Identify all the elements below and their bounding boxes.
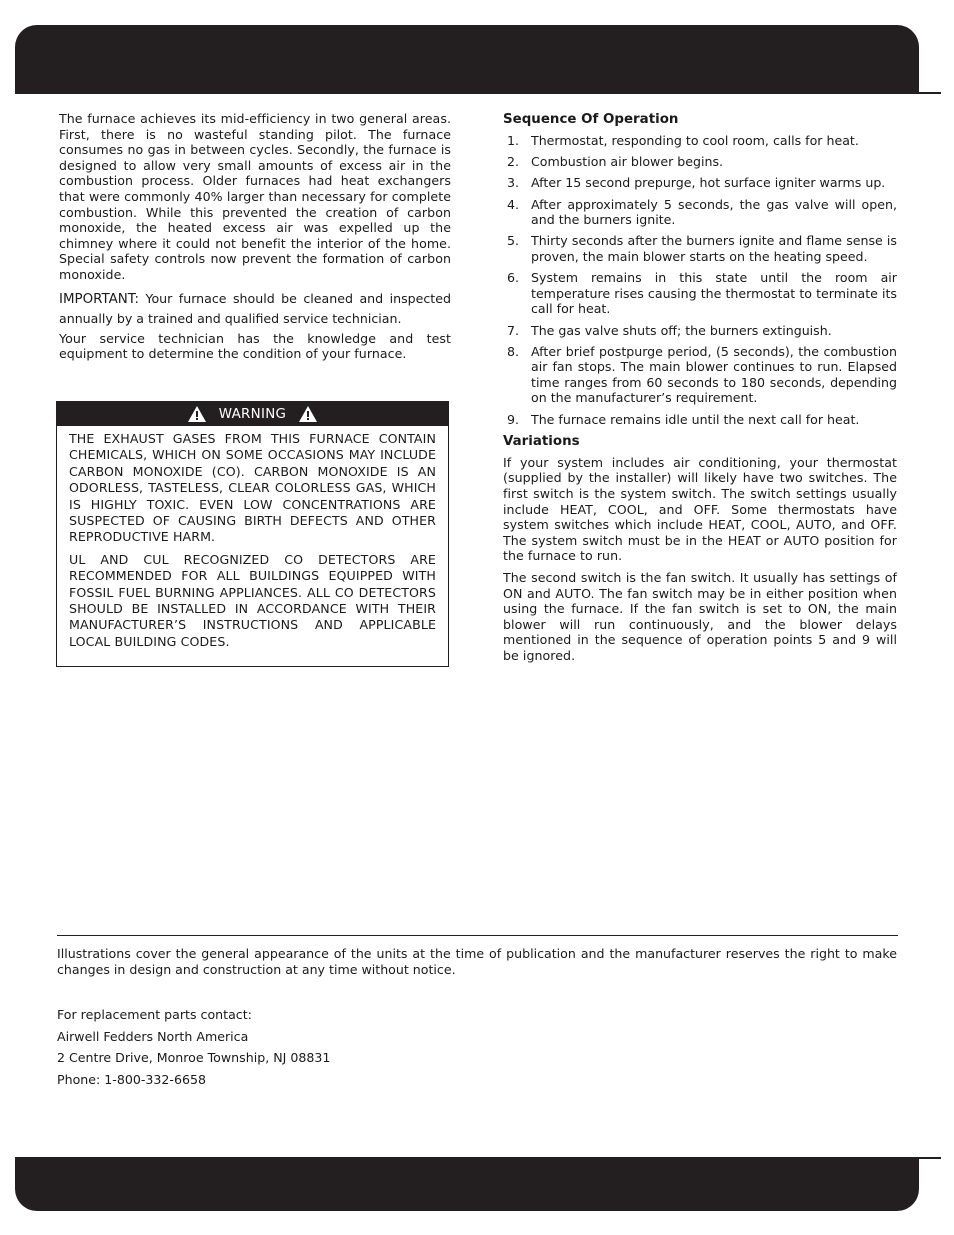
step-number: 2. <box>507 154 520 170</box>
list-item <box>503 412 897 428</box>
warning-triangle-icon <box>298 405 318 423</box>
header-rule <box>15 92 941 94</box>
variations-paragraph-fan-switch: The second switch is the fan switch. It usually has settings of ON and AUTO. The fan switch may be in either position when using the furnace. If the fan switch is set to ON, the main blower will run continuously, and the blower delays mentioned in the sequence of operation points 5 and 9 will be ignored. <box>503 570 897 663</box>
left-column <box>59 111 451 368</box>
variations-heading: Variations <box>503 433 580 449</box>
step-number: 5. <box>507 233 520 249</box>
technician-paragraph: Your service technician has the knowledge and test equipment to determine the condition of your furnace. <box>59 330 451 362</box>
step-number: 1. <box>507 133 520 148</box>
list-item <box>503 154 897 170</box>
list-item <box>503 197 897 228</box>
contact-block <box>57 1004 557 1090</box>
step-text: System remains in this state until the room air temperature rises causing the thermostat to terminate its call for heat. <box>531 270 897 317</box>
step-text: Thermostat, responding to cool room, calls for heat. <box>531 133 859 148</box>
efficiency-paragraph: The furnace achieves its mid-efficiency in two general areas. First, there is no wasteful standing pilot. The furnace consumes no gas in between cycles. Secondly, the furnace is designed to allow very small amounts of excess air in the combustion process. Older furnaces had heat exchangers that were commonly 40% larger than necessary for complete combustion. While this prevented the creation of carbon monoxide, the heated excess air was expelled up the chimney where it could not benefit the interior of the home. Special safety controls now prevent the formation of carbon monoxide. <box>59 111 451 282</box>
warning-paragraph-co: THE EXHAUST GASES FROM THIS FURNACE CONTAIN CHEMICALS, WHICH ON SOME OCCASIONS MAY INCLUDE CARBON MONOXIDE (CO). CARBON MONOXIDE IS AN ODORLESS, TASTELESS, CLEAR COLORLESS GAS, WHICH IS HIGHLY TOXIC. EVEN LOW CONCENTRATIONS ARE SUSPECTED OF CAUSING BIRTH DEFECTS AND OTHER REPRODUCTIVE HARM. <box>69 431 436 545</box>
company-address: 2 Centre Drive, Monroe Township, NJ 08831 <box>57 1050 331 1066</box>
important-label: IMPORTANT: <box>59 291 139 307</box>
list-item <box>503 175 897 191</box>
list-item <box>503 233 897 264</box>
step-text: After 15 second prepurge, hot surface igniter warms up. <box>531 175 886 191</box>
variations-paragraph-system-switch: If your system includes air conditioning, your thermostat (supplied by the installer) will likely have two switches. The first switch is the system switch. The switch settings usually include HEAT, COOL, and OFF. Some thermostats have system switches which include HEAT, COOL, AUTO, and OFF. The system switch must be in the HEAT or AUTO position for the furnace to run. <box>503 454 897 564</box>
sequence-heading: Sequence Of Operation <box>503 112 679 127</box>
step-number: 3. <box>507 175 520 191</box>
step-number: 7. <box>507 322 520 338</box>
warning-header <box>57 402 448 426</box>
footer-bar <box>15 1157 919 1211</box>
right-column <box>503 111 897 670</box>
warning-triangle-icon <box>187 405 207 423</box>
step-text: The gas valve shuts off; the burners extinguish. <box>531 322 832 338</box>
step-number: 6. <box>507 270 520 286</box>
important-text: Your furnace should be cleaned and inspected annually by a trained and qualified service technician. <box>59 290 451 326</box>
list-item <box>503 133 897 149</box>
step-text: Thirty seconds after the burners ignite and flame sense is proven, the main blower starts on the heating speed. <box>531 233 897 264</box>
step-number: 9. <box>507 411 520 427</box>
publication-notice: Illustrations cover the general appearance of the units at the time of publication and the manufacturer reserves the right to make changes in design and construction at any time without notice. <box>57 946 897 977</box>
warning-paragraph-detectors: UL AND CUL RECOGNIZED CO DETECTORS ARE RECOMMENDED FOR ALL BUILDINGS EQUIPPED WITH FOSSIL FUEL BURNING APPLIANCES. ALL CO DETECTORS SHOULD BE INSTALLED IN ACCORDANCE WITH THEIR MANUFACTURER’S INSTRUCTIONS AND APPLICABLE LOCAL BUILDING CODES. <box>69 551 436 649</box>
important-paragraph <box>59 289 451 328</box>
step-number: 8. <box>507 343 520 359</box>
header-bar <box>15 25 919 93</box>
list-item <box>503 270 897 317</box>
step-text: The furnace remains idle until the next call for heat. <box>531 411 860 427</box>
footer-divider <box>57 935 898 936</box>
step-text: Combustion air blower begins. <box>531 154 724 170</box>
warning-title: WARNING <box>218 406 287 422</box>
list-item <box>503 323 897 339</box>
list-item <box>503 344 897 406</box>
step-text: After approximately 5 seconds, the gas valve will open, and the burners ignite. <box>531 196 897 228</box>
contact-heading: For replacement parts contact: <box>57 1007 252 1022</box>
company-phone: Phone: 1-800-332-6658 <box>57 1071 207 1087</box>
step-text: After brief postpurge period, (5 seconds), the combustion air fan stops. The main blower continues to run. Elapsed time ranges from 60 seconds to 180 seconds, depending on the manufacturer’s requirement. <box>531 343 897 406</box>
step-number: 4. <box>507 196 520 212</box>
sequence-list <box>503 133 897 427</box>
warning-box <box>56 401 449 667</box>
company-name: Airwell Fedders North America <box>57 1028 249 1044</box>
warning-body <box>57 426 448 650</box>
